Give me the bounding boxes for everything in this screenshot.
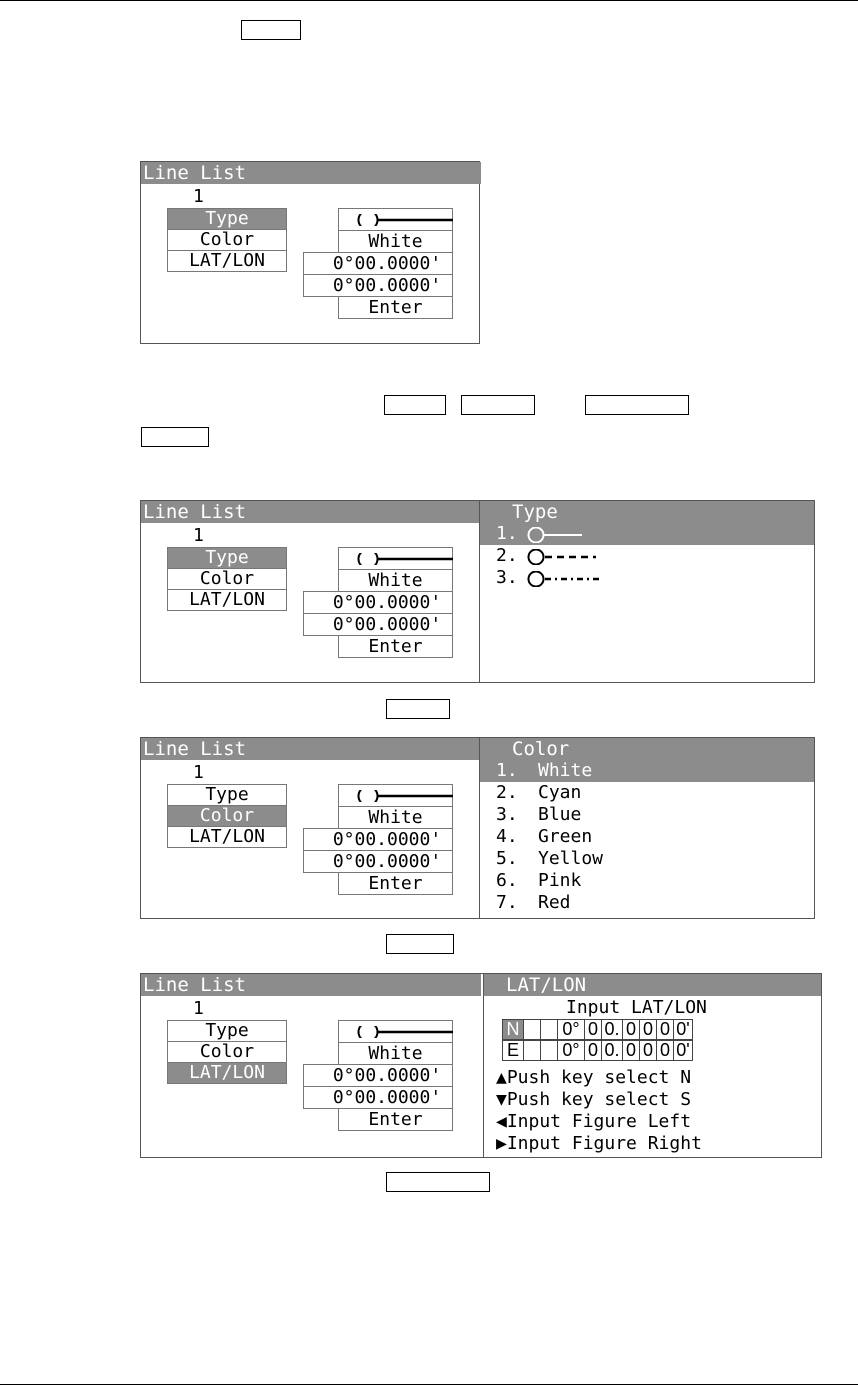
digit-cell[interactable]: 0. <box>601 1019 623 1040</box>
lat-value[interactable]: 0°00.0000' <box>303 1064 453 1087</box>
line-list-screen-type <box>140 500 815 683</box>
option-label: Cyan <box>538 782 582 803</box>
option-number: 3. <box>496 567 518 588</box>
enter-button[interactable]: Enter <box>338 296 453 319</box>
color-option[interactable] <box>480 848 814 870</box>
digit-cell[interactable]: 0' <box>673 1040 693 1061</box>
screen-title: Line List <box>141 974 481 996</box>
line-type-icon <box>355 553 453 565</box>
direction-cell[interactable]: E <box>502 1040 524 1061</box>
digit-cell[interactable]: 0 <box>639 1019 657 1040</box>
option-number: 4. <box>496 826 518 847</box>
screen-title: Line List <box>141 162 481 184</box>
option-label: Red <box>538 892 571 913</box>
digit-cell[interactable]: 0 <box>622 1019 640 1040</box>
line-list-screen-latlon <box>140 973 822 1158</box>
list-number: 1 <box>193 186 204 207</box>
option-number: 2. <box>496 782 518 803</box>
up-triangle-help: ▲Push key select N <box>496 1067 692 1088</box>
key-box <box>386 1172 490 1192</box>
digit-cell[interactable]: 0° <box>557 1040 585 1061</box>
color-value[interactable]: White <box>338 1042 453 1065</box>
line-type-value[interactable] <box>338 1020 453 1043</box>
color-options <box>480 760 814 914</box>
type-option[interactable] <box>480 567 814 589</box>
enter-button[interactable]: Enter <box>338 1108 453 1131</box>
menu-item-color[interactable]: Color <box>167 1041 287 1063</box>
color-value[interactable]: White <box>338 230 453 253</box>
digit-cell[interactable] <box>540 1040 558 1061</box>
menu-item-type[interactable]: Type <box>167 1020 287 1042</box>
menu-item-type[interactable]: Type <box>167 547 287 569</box>
color-option[interactable] <box>480 782 814 804</box>
color-panel <box>479 738 814 918</box>
key-box <box>386 934 454 954</box>
list-number: 1 <box>193 762 204 783</box>
color-value[interactable]: White <box>338 806 453 829</box>
option-number: 1. <box>496 760 518 781</box>
menu-item-color[interactable]: Color <box>167 229 287 251</box>
option-label: Blue <box>538 804 582 825</box>
list-number: 1 <box>193 998 204 1019</box>
option-number: 1. <box>496 523 518 544</box>
type-panel <box>479 501 814 682</box>
option-label: Pink <box>538 870 582 891</box>
digit-cell[interactable]: 0. <box>601 1040 623 1061</box>
lat-value[interactable]: 0°00.0000' <box>303 828 453 851</box>
left-triangle-help: ◀Input Figure Left <box>496 1111 692 1132</box>
latlon-heading: Input LAT/LON <box>566 997 707 1018</box>
option-number: 2. <box>496 545 518 566</box>
menu <box>167 785 287 848</box>
dashdot-line-icon <box>526 571 606 587</box>
digit-cell[interactable]: 0° <box>557 1019 585 1040</box>
key-box <box>141 427 209 447</box>
line-type-value[interactable] <box>338 547 453 570</box>
option-number: 7. <box>496 892 518 913</box>
option-number: 5. <box>496 848 518 869</box>
menu-item-color[interactable]: Color <box>167 805 287 827</box>
menu-item-color[interactable]: Color <box>167 568 287 590</box>
digit-cell[interactable] <box>540 1019 558 1040</box>
digit-cell[interactable] <box>523 1040 541 1061</box>
key-box <box>384 395 446 415</box>
type-option[interactable] <box>480 545 814 567</box>
direction-cell[interactable]: N <box>502 1019 524 1040</box>
lat-value[interactable]: 0°00.0000' <box>303 591 453 614</box>
menu-item-type[interactable]: Type <box>167 208 287 230</box>
menu <box>167 209 287 272</box>
line-type-value[interactable] <box>338 784 453 807</box>
latlon-panel <box>483 974 821 1157</box>
line-type-icon <box>355 790 453 802</box>
menu-item-type[interactable]: Type <box>167 784 287 806</box>
color-option[interactable] <box>480 804 814 826</box>
option-label: Yellow <box>538 848 604 869</box>
top-rule <box>0 0 858 1</box>
type-panel-title: Type <box>480 501 814 523</box>
enter-button[interactable]: Enter <box>338 872 453 895</box>
digit-cell[interactable]: 0 <box>656 1019 674 1040</box>
digit-cell[interactable]: 0 <box>622 1040 640 1061</box>
menu <box>167 548 287 611</box>
line-type-value[interactable] <box>338 208 453 231</box>
lon-value[interactable]: 0°00.0000' <box>303 1086 453 1109</box>
color-option[interactable] <box>480 870 814 892</box>
key-box <box>386 699 450 719</box>
enter-button[interactable]: Enter <box>338 635 453 658</box>
digit-cell[interactable]: 0' <box>673 1019 693 1040</box>
lon-value[interactable]: 0°00.0000' <box>303 613 453 636</box>
key-box <box>585 395 689 415</box>
menu-item-latlon[interactable]: LAT/LON <box>167 250 287 272</box>
color-option[interactable] <box>480 892 814 914</box>
screen-title: Line List <box>141 501 481 523</box>
option-label: Green <box>538 826 593 847</box>
lat-value[interactable]: 0°00.0000' <box>303 252 453 275</box>
latlon-panel-title: LAT/LON <box>484 974 821 996</box>
menu <box>167 1021 287 1084</box>
dashed-line-icon <box>526 549 606 565</box>
list-number: 1 <box>193 525 204 546</box>
digit-cell[interactable] <box>523 1019 541 1040</box>
down-triangle-help: ▼Push key select S <box>496 1089 692 1110</box>
lon-value[interactable]: 0°00.0000' <box>303 274 453 297</box>
right-triangle-help: ▶Input Figure Right <box>496 1133 702 1154</box>
digit-cell[interactable]: 0 <box>639 1040 657 1061</box>
color-value[interactable]: White <box>338 569 453 592</box>
lon-value[interactable]: 0°00.0000' <box>303 850 453 873</box>
color-option[interactable] <box>480 826 814 848</box>
color-option[interactable] <box>480 760 814 782</box>
line-type-icon <box>355 1026 453 1038</box>
digit-cell[interactable]: 0 <box>656 1040 674 1061</box>
digit-cell[interactable]: 0 <box>584 1019 602 1040</box>
solid-line-icon <box>526 527 606 543</box>
line-list-screen-color <box>140 737 815 919</box>
menu-item-latlon[interactable]: LAT/LON <box>167 1062 287 1084</box>
type-option[interactable] <box>480 523 814 545</box>
option-label: White <box>538 760 593 781</box>
option-number: 6. <box>496 870 518 891</box>
screen-title: Line List <box>141 738 481 760</box>
line-list-screen <box>140 161 480 344</box>
option-number: 3. <box>496 804 518 825</box>
key-box <box>461 395 535 415</box>
digit-cell[interactable]: 0 <box>584 1040 602 1061</box>
line-type-icon <box>355 214 453 226</box>
menu-item-latlon[interactable]: LAT/LON <box>167 589 287 611</box>
menu-item-latlon[interactable]: LAT/LON <box>167 826 287 848</box>
color-panel-title: Color <box>480 738 814 760</box>
key-box <box>241 20 301 40</box>
bottom-rule <box>0 1384 858 1385</box>
